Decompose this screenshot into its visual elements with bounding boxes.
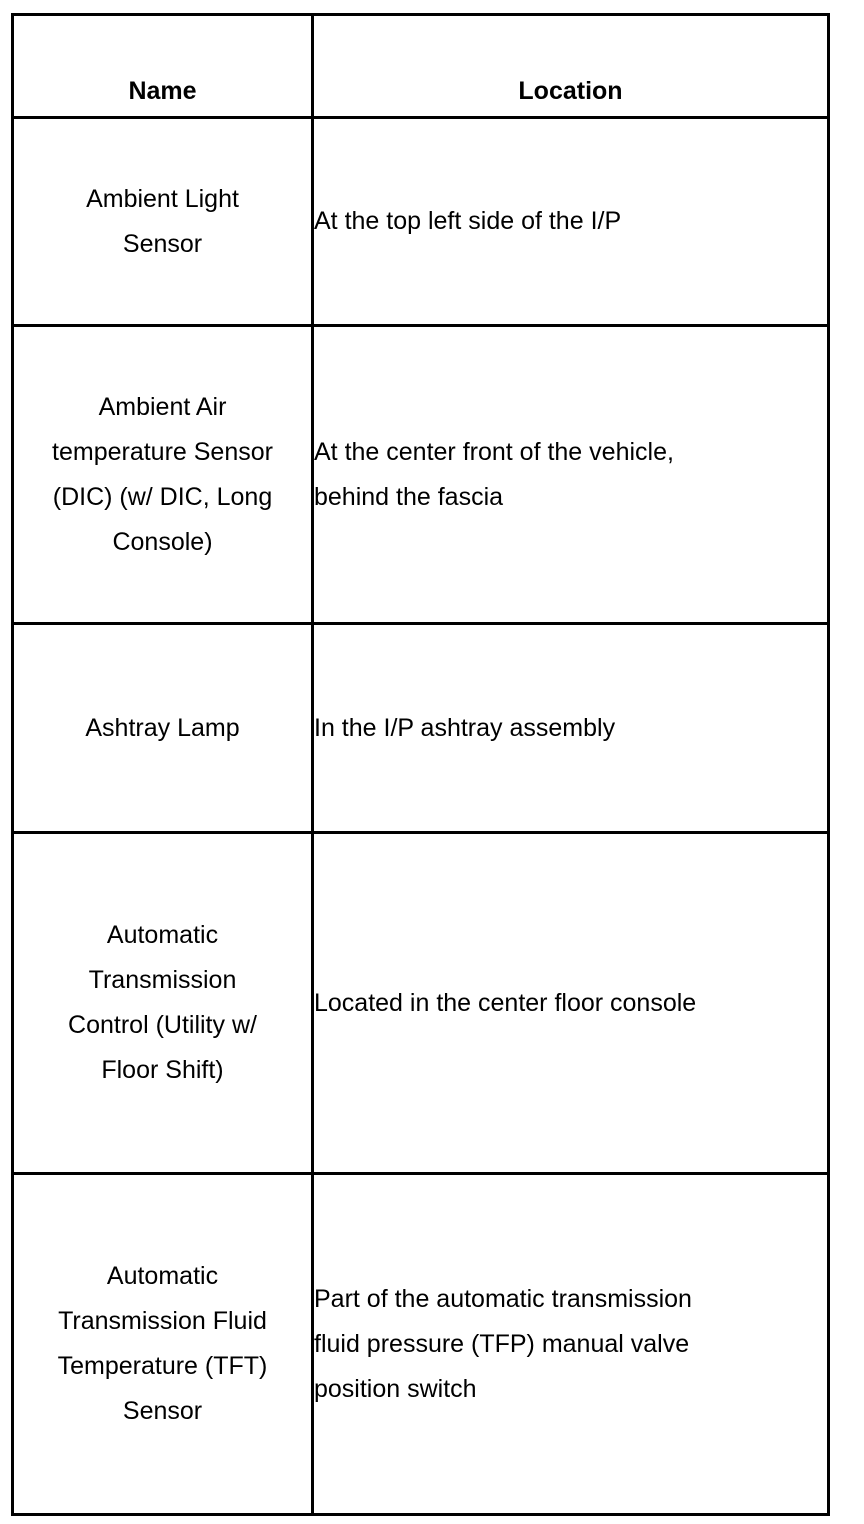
table-row	[13, 833, 829, 1174]
table-row	[13, 624, 829, 833]
cell-name: Ambient Air temperature Sensor (DIC) (w/ DIC, Long Console)	[13, 326, 313, 624]
table-row	[13, 118, 829, 326]
cell-name: Automatic Transmission Fluid Temperature (TFT) Sensor	[13, 1174, 313, 1515]
cell-name: Automatic Transmission Control (Utility w/ Floor Shift)	[13, 833, 313, 1174]
table-header-row	[13, 15, 829, 118]
cell-location: Part of the automatic transmission fluid pressure (TFP) manual valve position switch	[313, 1174, 829, 1515]
column-header-location-label: Location	[518, 77, 623, 105]
cell-location: At the top left side of the I/P	[313, 118, 829, 326]
cell-location: In the I/P ashtray assembly	[313, 624, 829, 833]
column-header-name	[13, 15, 313, 118]
column-header-location	[313, 15, 829, 118]
cell-location: At the center front of the vehicle, behind the fascia	[313, 326, 829, 624]
table-row	[13, 326, 829, 624]
cell-name: Ambient Light Sensor	[13, 118, 313, 326]
table-row	[13, 1174, 829, 1515]
component-location-table	[11, 13, 830, 1516]
column-header-name-label: Name	[128, 77, 197, 105]
cell-name: Ashtray Lamp	[13, 624, 313, 833]
cell-location: Located in the center floor console	[313, 833, 829, 1174]
